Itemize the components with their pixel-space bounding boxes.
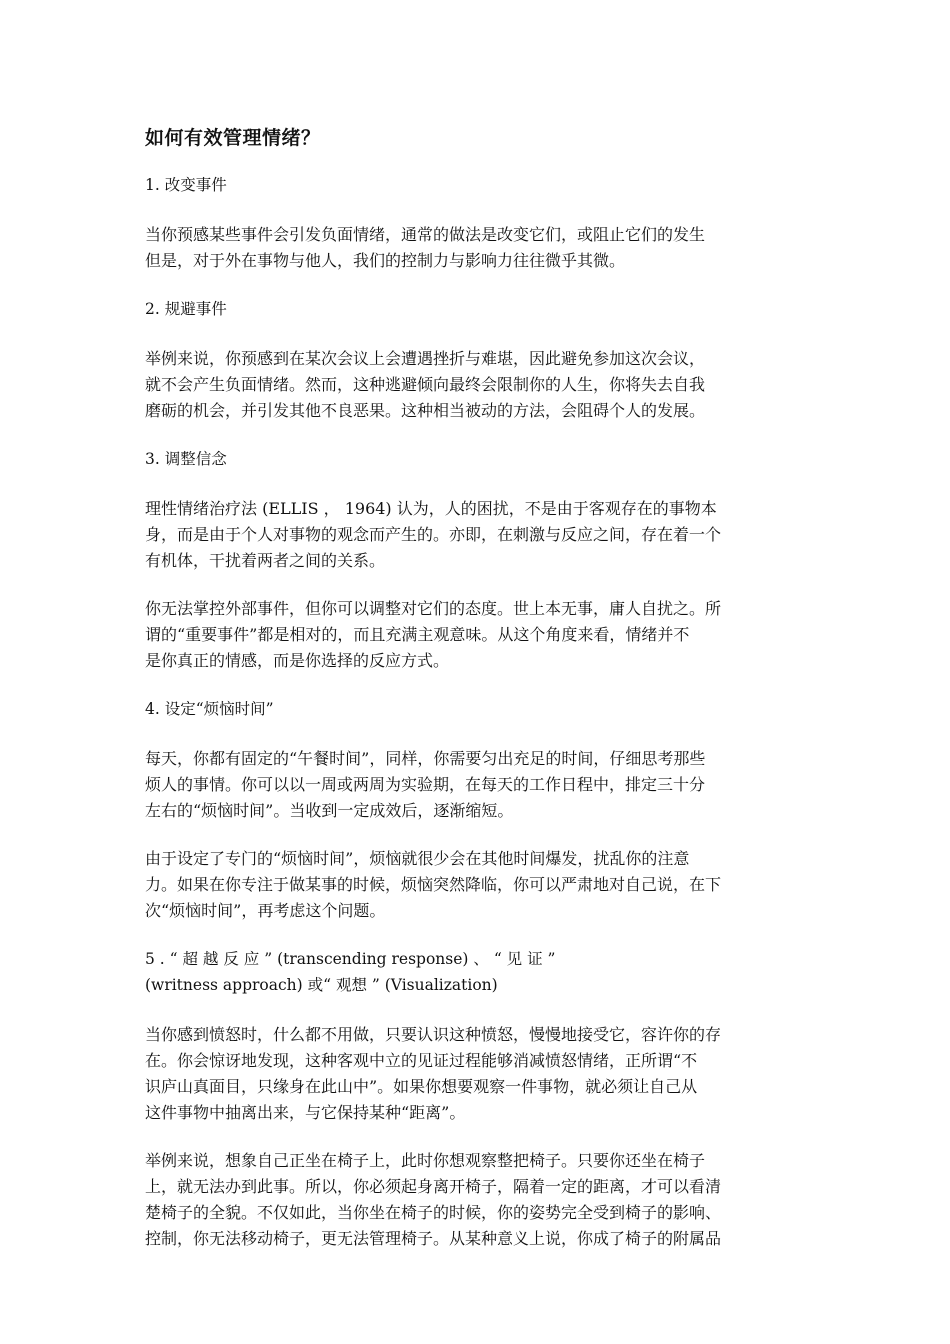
paragraph-line: 每天，你都有固定的“午餐时间”，同样，你需要匀出充足的时间，仔细思考那些 (145, 749, 706, 768)
paragraph-line: 楚椅子的全貌。不仅如此，当你坐在椅子的时候，你的姿势完全受到椅子的影响、 (145, 1203, 722, 1222)
section-heading-5 (145, 946, 805, 998)
paragraph-line: 力。如果在你专注于做某事的时候，烦恼突然降临，你可以严肃地对自己说，在下 (145, 875, 722, 894)
paragraph-line: 烦人的事情。你可以以一周或两周为实验期，在每天的工作日程中，排定三十分 (145, 775, 706, 794)
paragraph-line: 左右的“烦恼时间”。当收到一定成效后，逐渐缩短。 (145, 801, 514, 820)
paragraph (145, 222, 805, 274)
heading-5-part: ” (547, 950, 556, 968)
heading-5-part: (transcending response) (277, 950, 469, 968)
section-heading-5-line-1 (145, 946, 805, 972)
paragraph-line: 身，而是由于个人对事物的观念而产生的。亦即，在刺激与反应之间，存在着一个 (145, 525, 722, 544)
paragraph-line: 理性情绪治疗法 (ELLIS ， 1964) 认为，人的困扰，不是由于客观存在的事物本 (145, 499, 717, 518)
paragraph-line: 当你预感某些事件会引发负面情绪，通常的做法是改变它们，或阻止它们的发生 (145, 225, 706, 244)
paragraph-line: 就不会产生负面情绪。然而，这种逃避倾向最终会限制你的人生，你将失去自我 (145, 375, 706, 394)
section-5-paragraphs (145, 1022, 805, 1252)
paragraph-line: 识庐山真面目，只缘身在此山中”。如果你想要观察一件事物，就必须让自己从 (145, 1077, 698, 1096)
paragraph-line: 举例来说，你预感到在某次会议上会遭遇挫折与难堪，因此避免参加这次会议， (145, 349, 706, 368)
section-5 (145, 946, 805, 1252)
paragraph-line: 次“烦恼时间”，再考虑这个问题。 (145, 901, 386, 920)
paragraph (145, 496, 805, 574)
paragraph-line: 谓的“重要事件”都是相对的，而且充满主观意味。从这个角度来看，情绪并不 (145, 625, 690, 644)
heading-5-part: 5 . (145, 950, 165, 968)
section-heading-5-line-2: (writness approach) 或“ 观想 ” (Visualization) (145, 976, 498, 994)
paragraph-line: 但是，对于外在事物与他人，我们的控制力与影响力往往微乎其微。 (145, 251, 626, 270)
paragraph (145, 846, 805, 924)
heading-5-part: 、 (473, 950, 489, 968)
document-page (145, 124, 805, 1274)
heading-5-part: “ 见 证 (493, 950, 543, 968)
paragraph (145, 1148, 805, 1252)
section-heading-1: 1. 改变事件 (145, 176, 227, 194)
paragraph-line: 这件事物中抽离出来，与它保持某种“距离”。 (145, 1103, 466, 1122)
section-1 (145, 172, 805, 274)
paragraph-line: 你无法掌控外部事件，但你可以调整对它们的态度。世上本无事，庸人自扰之。所 (145, 599, 722, 618)
document-sections (145, 172, 805, 924)
paragraph-line: 上，就无法办到此事。所以，你必须起身离开椅子，隔着一定的距离，才可以看清 (145, 1177, 722, 1196)
section-4 (145, 696, 805, 924)
paragraph-line: 磨砺的机会，并引发其他不良恶果。这种相当被动的方法，会阻碍个人的发展。 (145, 401, 706, 420)
paragraph (145, 346, 805, 424)
document-title: 如何有效管理情绪？ (145, 127, 321, 149)
section-heading-3: 3. 调整信念 (145, 450, 227, 468)
paragraph (145, 1022, 805, 1126)
section-heading-2: 2. 规避事件 (145, 300, 227, 318)
section-3 (145, 446, 805, 674)
paragraph (145, 596, 805, 674)
paragraph (145, 746, 805, 824)
paragraph-line: 举例来说，想象自己正坐在椅子上，此时你想观察整把椅子。只要你还坐在椅子 (145, 1151, 706, 1170)
paragraph-line: 有机体，干扰着两者之间的关系。 (145, 551, 386, 570)
paragraph-line: 由于设定了专门的“烦恼时间”，烦恼就很少会在其他时间爆发，扰乱你的注意 (145, 849, 690, 868)
section-heading-4: 4. 设定“烦恼时间” (145, 700, 274, 718)
heading-5-part: “ 超 越 反 应 ” (169, 950, 273, 968)
paragraph-line: 在。你会惊讶地发现，这种客观中立的见证过程能够消减愤怒情绪，正所谓“不 (145, 1051, 698, 1070)
paragraph-line: 是你真正的情感，而是你选择的反应方式。 (145, 651, 450, 670)
paragraph-line: 控制，你无法移动椅子，更无法管理椅子。从某种意义上说，你成了椅子的附属品 (145, 1229, 722, 1248)
section-2 (145, 296, 805, 424)
paragraph-line: 当你感到愤怒时，什么都不用做，只要认识这种愤怒，慢慢地接受它，容许你的存 (145, 1025, 722, 1044)
